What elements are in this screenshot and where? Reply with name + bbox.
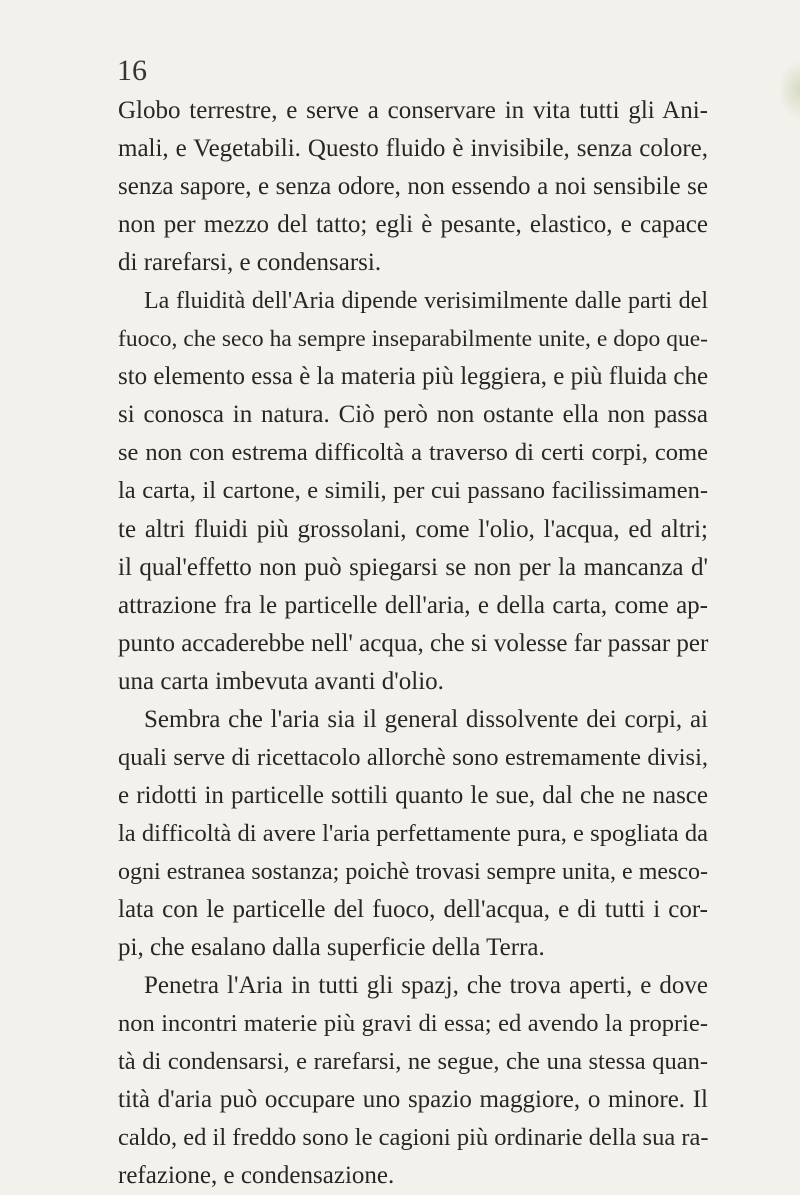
text-line: Sembra che l'aria sia il general dissolvente dei corpi, ai (144, 705, 708, 733)
text-line: attrazione fra le particelle dell'aria, e della carta, come ap- (118, 591, 708, 619)
page-stain (778, 60, 800, 120)
text-line: tà di condensarsi, e rarefarsi, ne segue, che una stessa quan- (118, 1048, 708, 1076)
text-line: si conosca in natura. Ciò però non ostante ella non passa (118, 401, 708, 429)
text-line: il qual'effetto non può spiegarsi se non per la mancanza d' (118, 553, 708, 581)
text-line: Penetra l'Aria in tutti gli spazj, che trova aperti, e dove (144, 972, 708, 1000)
text-line: lata con le particelle del fuoco, dell'acqua, e di tutti i cor- (118, 895, 708, 923)
text-line: una carta imbevuta avanti d'olio. (118, 667, 444, 695)
text-line: di rarefarsi, e condensarsi. (118, 249, 382, 277)
text-line: mali, e Vegetabili. Questo fluido è invisibile, senza colore, (118, 135, 708, 163)
text-line: non per mezzo del tatto; egli è pesante, elastico, e capace (118, 211, 708, 239)
text-line: e ridotti in particelle sottili quanto le sue, dal che ne nasce (118, 781, 708, 809)
text-line: pi, che esalano dalla superficie della Terra. (118, 934, 545, 962)
text-line: te altri fluidi più grossolani, come l'olio, l'acqua, ed altri; (118, 515, 708, 543)
text-line: la carta, il cartone, e simili, per cui passano facilissimamen- (118, 477, 708, 505)
text-line: tità d'aria può occupare uno spazio maggiore, o minore. Il (118, 1086, 708, 1114)
text-line: ogni estranea sostanza; poichè trovasi sempre unita, e mesco- (118, 858, 708, 885)
text-line: la difficoltà di avere l'aria perfettamente pura, e spogliata da (118, 819, 708, 847)
body-text (118, 92, 708, 1195)
text-line: senza sapore, e senza odore, non essendo a noi sensibile se (118, 173, 708, 201)
text-line: quali serve di ricettacolo allorchè sono estremamente divisi, (118, 743, 708, 771)
text-line: punto accaderebbe nell' acqua, che si volesse far passar per (118, 629, 709, 657)
text-line: Globo terrestre, e serve a conservare in vita tutti gli Ani- (118, 97, 708, 124)
text-line: se non con estrema difficoltà a traverso di certi corpi, come (118, 439, 708, 467)
text-line: non incontri materie più gravi di essa; ed avendo la proprie- (118, 1010, 708, 1038)
text-line: La fluidità dell'Aria dipende verisimilmente dalle parti del (144, 288, 708, 315)
page-number: 16 (117, 54, 147, 87)
text-line: sto elemento essa è la materia più leggiera, e più fluida che (118, 363, 709, 391)
text-line: caldo, ed il freddo sono le cagioni più ordinarie della sua ra- (118, 1124, 709, 1152)
text-line: fuoco, che seco ha sempre inseparabilmente unite, e dopo que- (118, 326, 708, 353)
text-line: refazione, e condensazione. (118, 1162, 395, 1190)
